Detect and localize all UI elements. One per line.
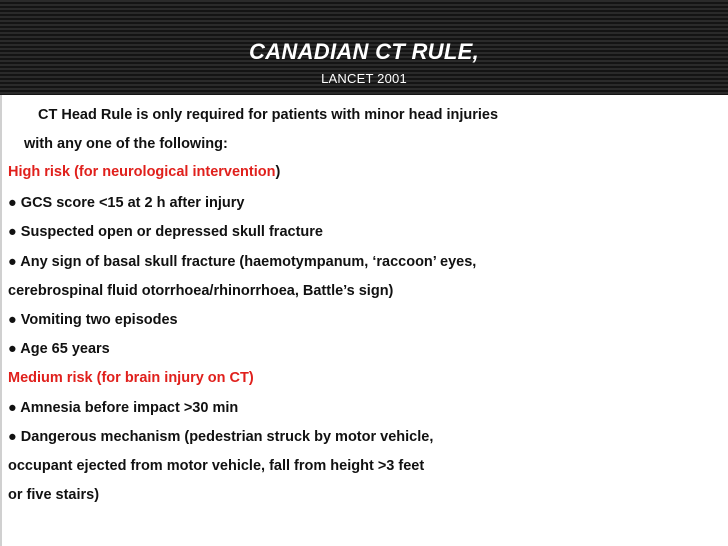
high-risk-heading <box>8 162 280 182</box>
high-risk-heading-close: ) <box>275 164 281 180</box>
slide-title-text: CANADIAN CT RULE, <box>249 39 479 64</box>
intro-line-1: CT Head Rule is only required for patients with minor head injuries <box>38 107 499 123</box>
high-risk-item-3-continued: cerebrospinal fluid otorrhoea/rhinorrhoea, Battle’s sign) <box>8 283 394 299</box>
medium-risk-item-2-continued: occupant ejected from motor vehicle, fall from height >3 feet <box>8 458 425 474</box>
medium-risk-heading: Medium risk (for brain injury on CT) <box>8 370 254 386</box>
medium-risk-item-2-end: or five stairs) <box>8 487 100 503</box>
high-risk-item-1: ● GCS score <15 at 2 h after injury <box>8 195 245 211</box>
high-risk-item-3: ● Any sign of basal skull fracture (haemotympanum, ‘raccoon’ eyes, <box>8 254 477 270</box>
slide-subtitle <box>0 70 728 88</box>
medium-risk-item-1: ● Amnesia before impact >30 min <box>8 400 239 416</box>
high-risk-item-5: ● Age 65 years <box>8 341 110 357</box>
intro-line-2: with any one of the following: <box>24 136 228 152</box>
high-risk-item-2: ● Suspected open or depressed skull fracture <box>8 224 323 240</box>
slide-subtitle-text: LANCET 2001 <box>321 71 407 86</box>
high-risk-item-4: ● Vomiting two episodes <box>8 312 178 328</box>
slide-content <box>0 95 728 546</box>
high-risk-heading-text: High risk (for neurological intervention <box>8 164 276 180</box>
slide-title <box>0 38 728 66</box>
medium-risk-item-2: ● Dangerous mechanism (pedestrian struck by motor vehicle, <box>8 429 434 445</box>
